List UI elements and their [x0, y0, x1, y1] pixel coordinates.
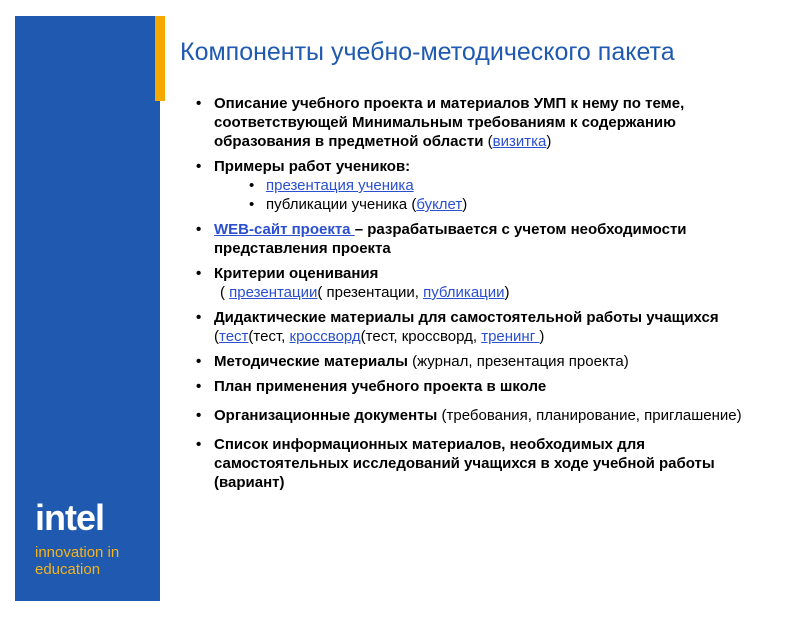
bullet-list	[196, 94, 756, 498]
item-text: – разрабатывается с учетом необходимости представления проекта	[214, 221, 687, 257]
item-text: План применения учебного проекта в школе	[214, 378, 547, 395]
sub-list-item	[196, 176, 756, 195]
logo-tagline-line2: education	[35, 561, 101, 578]
page-title: Компоненты учебно-методического пакета	[180, 38, 675, 66]
link-booklet[interactable]: буклет	[416, 196, 463, 213]
link-publications[interactable]: публикации	[423, 284, 505, 301]
item-text: (тест,	[248, 328, 290, 345]
paren-open: (	[220, 284, 230, 301]
item-detail: (журнал, презентация проекта)	[407, 353, 629, 370]
list-item	[196, 352, 756, 371]
list-item	[196, 157, 756, 176]
link-presentations[interactable]: презентации	[229, 284, 318, 301]
link-training[interactable]: тренинг	[481, 328, 540, 345]
logo-tagline	[35, 544, 119, 578]
sub-text: публикации ученика (	[266, 196, 417, 213]
paren-close: )	[539, 328, 545, 345]
link-test[interactable]: тест	[219, 328, 249, 345]
logo-tagline-line1: innovation in	[35, 544, 120, 561]
list-item	[196, 220, 756, 258]
logo-word: intel	[35, 497, 105, 538]
list-item	[196, 435, 756, 492]
sub-bullet: •	[249, 196, 255, 213]
paren-close: )	[504, 284, 510, 301]
item-text: Методические материалы	[214, 353, 408, 370]
link-website[interactable]: WEB-сайт проекта	[214, 221, 355, 238]
paren-open: (	[214, 328, 219, 345]
list-item	[196, 94, 756, 151]
sub-list-item	[196, 195, 756, 214]
item-text: Дидактические материалы для самостоятельной работы учащихся	[214, 309, 719, 326]
paren-open: (	[483, 133, 493, 150]
list-item	[196, 377, 756, 396]
accent-bar	[155, 16, 165, 101]
item-text: Описание учебного проекта и материалов УМП к нему по теме, соответствующей Минимальным требованиям к содержанию образования в предметной области	[214, 95, 685, 150]
list-item	[196, 406, 756, 425]
link-presentation-student[interactable]: презентация ученика	[266, 177, 414, 194]
intel-logo	[35, 497, 120, 578]
item-text: (тест, кроссворд,	[360, 328, 482, 345]
item-text: Организационные документы	[214, 407, 438, 424]
paren-close: )	[462, 196, 468, 213]
sub-bullet: •	[249, 177, 255, 194]
list-item	[196, 264, 756, 302]
item-detail: (требования, планирование, приглашение)	[437, 407, 742, 424]
item-text: Список информационных материалов, необходимых для самостоятельных исследований учащихся в ходе учебной работы (вариант)	[214, 436, 715, 491]
list-item	[196, 308, 756, 346]
item-text: ( презентации,	[317, 284, 424, 301]
paren-close: )	[546, 133, 552, 150]
item-text: Критерии оценивания	[214, 265, 379, 282]
link-vizitka[interactable]: визитка	[492, 133, 547, 150]
link-crossword[interactable]: кроссворд	[289, 328, 361, 345]
item-text: Примеры работ учеников:	[214, 158, 411, 175]
